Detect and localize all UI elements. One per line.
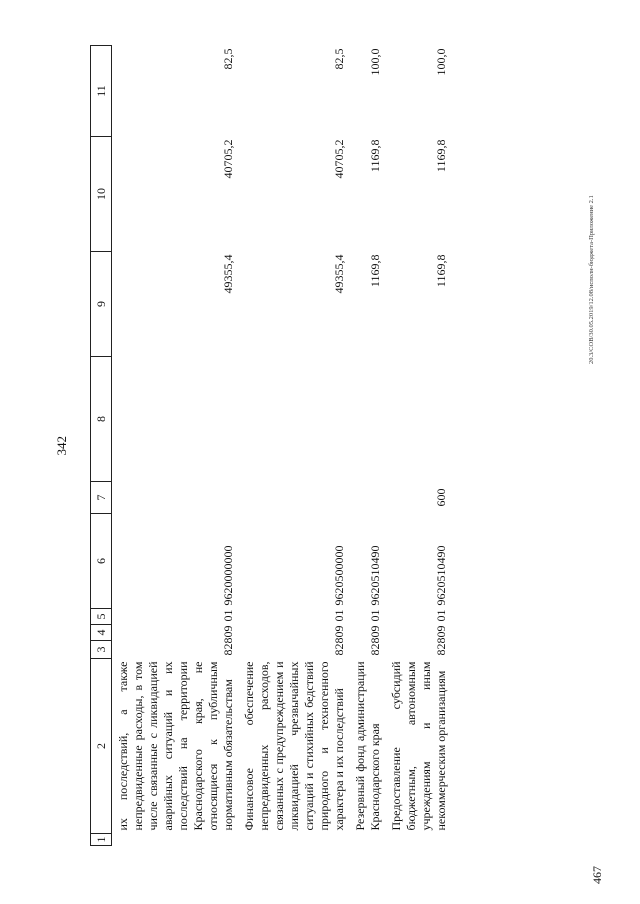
cell-empty	[238, 834, 349, 846]
col-header-10: 10	[91, 137, 112, 252]
cell-c8	[385, 357, 451, 482]
cell-c4: 09	[368, 625, 382, 638]
cell-c3: 828	[221, 637, 235, 656]
sheet-number: 467	[590, 866, 604, 884]
table-row	[349, 46, 385, 846]
cell-c10: 40705,2	[332, 139, 346, 179]
cell-c9: 1169,8	[434, 254, 448, 288]
row-description: Предоставление субсидий бюджетным, автономным учреждениям и иным некоммерческим организациям	[389, 661, 448, 831]
col-header-3: 3	[91, 641, 112, 659]
cell-c8	[349, 357, 385, 482]
cell-empty	[385, 834, 451, 846]
col-header-9: 9	[91, 252, 112, 357]
cell-c11: 100,0	[434, 48, 448, 76]
col-header-2: 2	[91, 659, 112, 834]
cell-c7: 600	[434, 488, 448, 507]
cell-c5: 01	[221, 609, 235, 622]
cell-c5: 01	[368, 609, 382, 622]
col-header-6: 6	[91, 514, 112, 609]
cell-c6: 9620500000	[332, 545, 346, 606]
col-header-5: 5	[91, 609, 112, 625]
cell-c4: 09	[332, 625, 346, 638]
header-row	[91, 46, 112, 846]
cell-c11: 82,5	[221, 48, 235, 70]
table-row	[385, 46, 451, 846]
cell-c6: 9620510490	[434, 545, 448, 606]
cell-c10: 40705,2	[221, 139, 235, 179]
table-row	[112, 46, 239, 846]
cell-c10: 1169,8	[368, 139, 382, 173]
budget-table	[90, 45, 451, 846]
cell-c9: 49355,4	[332, 254, 346, 294]
col-header-7: 7	[91, 482, 112, 514]
cell-c5: 01	[332, 609, 346, 622]
cell-c8	[112, 357, 239, 482]
cell-c3: 828	[368, 637, 382, 656]
col-header-4: 4	[91, 625, 112, 641]
col-header-8: 8	[91, 357, 112, 482]
cell-c9: 49355,4	[221, 254, 235, 294]
cell-c8	[238, 357, 349, 482]
cell-c7	[349, 482, 385, 514]
table-row	[238, 46, 349, 846]
cell-c11: 82,5	[332, 48, 346, 70]
row-description: Резервный фонд администрации Краснодарского края	[353, 661, 382, 831]
budget-table-container	[90, 46, 580, 846]
cell-c3: 828	[332, 637, 346, 656]
cell-empty	[112, 834, 239, 846]
cell-c4: 09	[221, 625, 235, 638]
col-header-1: 1	[91, 834, 112, 846]
cell-c5: 01	[434, 609, 448, 622]
cell-c11: 100,0	[368, 48, 382, 76]
cell-c6: 9620510490	[368, 545, 382, 606]
row-description: их последствий, а также непредвиденные расходы, в том числе связанные с ликвидацией аварийных ситуаций и их последствий на территории Краснодарского края, не относящиеся к публичным нормативным обязательствам	[116, 661, 235, 831]
cell-c3: 828	[434, 637, 448, 656]
cell-c6: 9620000000	[221, 545, 235, 606]
page-number: 342	[54, 436, 69, 456]
cell-empty	[349, 834, 385, 846]
cell-c9: 1169,8	[368, 254, 382, 288]
footer-file-path: 20.3/СОВ/30.05.2019/12.08/исполн-бюджета-Приложение 2.1	[588, 195, 595, 364]
col-header-11: 11	[91, 46, 112, 137]
cell-c10: 1169,8	[434, 139, 448, 173]
cell-c7	[112, 482, 239, 514]
row-description: Финансовое обеспечение непредвиденных расходов, связанных с предупреждением и ликвидацией чрезвычайных ситуаций и стихийных бедствий природного и техногенного характера и их последствий	[242, 661, 346, 831]
cell-c7	[238, 482, 349, 514]
cell-c4: 09	[434, 625, 448, 638]
